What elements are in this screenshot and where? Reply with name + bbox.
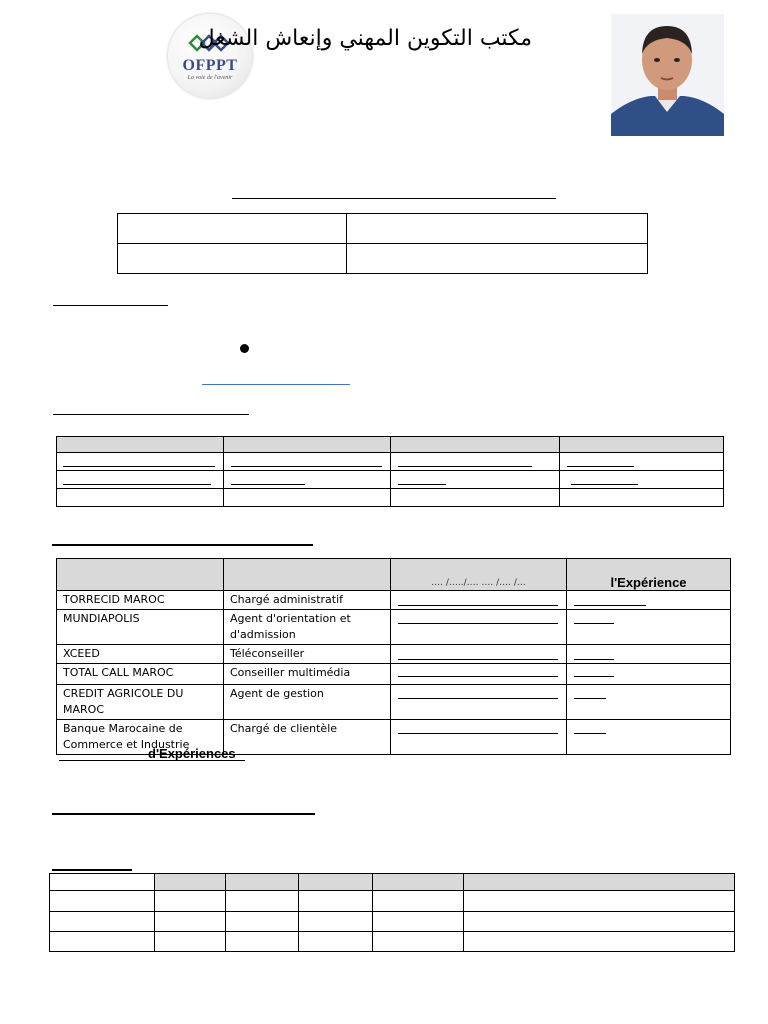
dates-cell bbox=[391, 685, 567, 720]
header-cell bbox=[464, 874, 735, 891]
section-heading-underline bbox=[52, 544, 313, 546]
position-cell: Conseiller multimédia bbox=[224, 664, 391, 685]
email-link-underline[interactable] bbox=[202, 384, 350, 385]
header-cell bbox=[391, 437, 560, 453]
company-cell: Banque Marocaine de Commerce et Industrie bbox=[57, 720, 224, 755]
logo-tagline: La voie de l'avenir bbox=[187, 75, 233, 81]
company-cell: MUNDIAPOLIS bbox=[57, 610, 224, 645]
education-table bbox=[56, 436, 724, 507]
table-cell bbox=[50, 932, 155, 952]
table-row bbox=[57, 645, 731, 664]
table-cell bbox=[224, 471, 391, 489]
table-cell bbox=[50, 874, 155, 891]
table-cell bbox=[155, 932, 226, 952]
dates-cell bbox=[391, 591, 567, 610]
table-row bbox=[57, 685, 731, 720]
table-cell bbox=[391, 453, 560, 471]
total-experience-underline bbox=[59, 760, 245, 761]
section-heading-underline bbox=[53, 414, 249, 415]
table-cell bbox=[57, 489, 224, 507]
title-underline bbox=[232, 198, 556, 199]
duration-cell bbox=[567, 645, 731, 664]
table-cell bbox=[155, 912, 226, 932]
table-cell bbox=[226, 891, 299, 912]
header-cell bbox=[373, 874, 464, 891]
section-heading-underline bbox=[52, 869, 132, 871]
table-cell bbox=[155, 891, 226, 912]
table-cell bbox=[226, 932, 299, 952]
position-cell: Téléconseiller bbox=[224, 645, 391, 664]
arabic-institution-title: مكتب التكوين المهني وإنعاش الشغل bbox=[198, 26, 532, 51]
header-cell bbox=[224, 437, 391, 453]
skills-table bbox=[49, 873, 735, 952]
profile-photo bbox=[611, 14, 724, 136]
table-cell bbox=[57, 453, 224, 471]
logo-text: OFPPT bbox=[182, 57, 238, 74]
info-cell bbox=[347, 214, 648, 244]
table-cell bbox=[299, 912, 373, 932]
dates-cell bbox=[391, 664, 567, 685]
total-experience-label: d'Expériences bbox=[148, 746, 236, 761]
dates-cell bbox=[391, 610, 567, 645]
dates-placeholder: …. /…../…. …. /…. /… bbox=[431, 578, 526, 588]
table-cell bbox=[373, 891, 464, 912]
duration-cell bbox=[567, 664, 731, 685]
table-cell bbox=[560, 453, 724, 471]
table-cell bbox=[464, 912, 735, 932]
table-cell bbox=[464, 891, 735, 912]
duration-cell bbox=[567, 685, 731, 720]
header-cell bbox=[57, 559, 224, 591]
table-cell bbox=[373, 912, 464, 932]
header-cell bbox=[224, 559, 391, 591]
table-row bbox=[57, 591, 731, 610]
personal-info-table bbox=[117, 213, 648, 274]
company-cell: CREDIT AGRICOLE DU MAROC bbox=[57, 685, 224, 720]
dates-header-cell bbox=[391, 559, 567, 591]
bullet-icon bbox=[240, 344, 249, 353]
duration-cell bbox=[567, 720, 731, 755]
position-cell: Chargé de clientèle bbox=[224, 720, 391, 755]
duration-cell bbox=[567, 610, 731, 645]
position-cell: Agent d'orientation et d'admission bbox=[224, 610, 391, 645]
dates-cell bbox=[391, 645, 567, 664]
header-cell bbox=[57, 437, 224, 453]
experience-table bbox=[56, 558, 731, 755]
info-cell bbox=[118, 244, 347, 274]
company-cell: XCEED bbox=[57, 645, 224, 664]
header-cell bbox=[560, 437, 724, 453]
position-cell: Chargé administratif bbox=[224, 591, 391, 610]
table-cell bbox=[560, 471, 724, 489]
table-cell bbox=[299, 932, 373, 952]
dates-cell bbox=[391, 720, 567, 755]
table-cell bbox=[224, 453, 391, 471]
duration-header-cell bbox=[567, 559, 731, 591]
duration-cell bbox=[567, 591, 731, 610]
table-row bbox=[57, 610, 731, 645]
table-cell bbox=[373, 932, 464, 952]
section-heading-underline bbox=[52, 813, 315, 815]
table-cell bbox=[50, 912, 155, 932]
company-cell: TOTAL CALL MAROC bbox=[57, 664, 224, 685]
table-cell bbox=[50, 891, 155, 912]
header-cell bbox=[155, 874, 226, 891]
table-cell bbox=[224, 489, 391, 507]
section-heading-underline bbox=[53, 305, 168, 306]
info-cell bbox=[118, 214, 347, 244]
table-cell bbox=[560, 489, 724, 507]
company-cell: TORRECID MAROC bbox=[57, 591, 224, 610]
table-cell bbox=[299, 891, 373, 912]
table-cell bbox=[226, 912, 299, 932]
table-cell bbox=[391, 471, 560, 489]
info-cell bbox=[347, 244, 648, 274]
header-cell bbox=[226, 874, 299, 891]
table-cell bbox=[391, 489, 560, 507]
table-cell bbox=[57, 471, 224, 489]
table-row bbox=[57, 664, 731, 685]
table-cell bbox=[464, 932, 735, 952]
header-cell bbox=[299, 874, 373, 891]
experience-column-label: l'Expérience bbox=[610, 575, 687, 590]
position-cell: Agent de gestion bbox=[224, 685, 391, 720]
